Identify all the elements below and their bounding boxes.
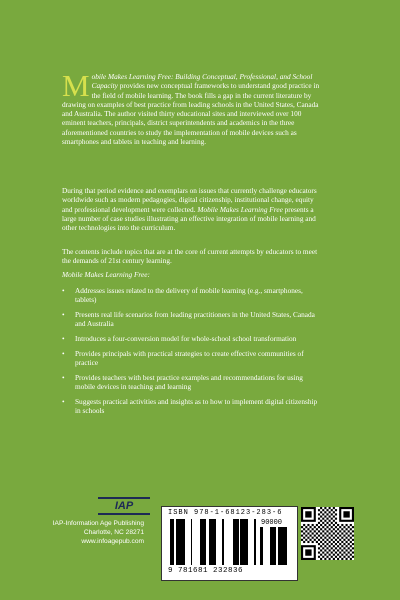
list-item: • Addresses issues related to the delivery of mobile learning (e.g., smartphones, tablets) <box>62 286 324 305</box>
logo-text: IAP <box>114 500 134 512</box>
paragraph-2-text-b: presents a large number of case studies illustrating an effective integration of mobile learning and other technologies into the curriculum. <box>62 204 316 233</box>
isbn-text: ISBN 978-1-68123-283-6 <box>168 509 283 517</box>
barcode-addon-bars-icon <box>260 527 290 565</box>
list-item: • Presents real life scenarios from leading practitioners in the United States, Canada and Australia <box>62 310 324 329</box>
isbn-barcode <box>161 506 298 581</box>
list-item: • Suggests practical activities and insights as to how to implement digital citizenship in schools <box>62 397 324 416</box>
description-paragraph-3: The contents include topics that are at the core of current attempts by educators to meet the demands of 21st century learning. <box>62 247 318 266</box>
paragraph-2-text-a: During that period evidence and exemplars on issues that currently challenge educators worldwide such as modern pedagogies, digital citizenship, institutional change, equity and professional development were collected. <box>62 186 317 214</box>
publisher-city: Charlotte, NC 28271 <box>83 529 144 537</box>
price-code: 90000 <box>261 519 283 527</box>
list-item: • Introduces a four-conversion model for whole-school school transformation <box>62 334 324 343</box>
publisher-url: www.infoagepub.com <box>81 538 144 546</box>
paragraph-2-title: Mobile Makes Learning Free <box>197 204 283 214</box>
feature-list <box>62 286 324 421</box>
drop-cap: M <box>62 68 90 103</box>
book-title-italic: obile Makes Learning Free: Building Conceptual, Professional, and School Capacity <box>91 72 313 91</box>
list-item: • Provides teachers with best practice examples and recommendations for using mobile devices in teaching and learning <box>62 373 324 392</box>
description-paragraph-2 <box>62 186 324 232</box>
list-item: • Provides principals with practical strategies to create effective communities of practice <box>62 349 324 368</box>
description-paragraph-1 <box>62 68 324 147</box>
qr-code-icon <box>301 507 354 560</box>
publisher-info <box>52 519 144 547</box>
barcode-number: 9 781681 232836 <box>168 567 244 575</box>
paragraph-1-text: provides new conceptual frameworks to understand good practice in the field of mobile learning. The book fills a gap in the current literature by drawing on examples of best practice from leading schools in the United States, Canada and Australia. The author visited thirty educational sites and interviewed over 100 eminent teachers, principals, district superintendents and academics in the three aforementioned countries to study the implementation of mobile devices such as smartphones and tablets in teaching and learning. <box>62 81 320 147</box>
publisher-name: IAP-Information Age Publishing <box>52 520 144 527</box>
logo-rule-bottom <box>98 513 150 515</box>
list-heading: Mobile Makes Learning Free: <box>62 270 150 279</box>
iap-logo <box>98 497 150 515</box>
barcode-bars-icon <box>170 519 256 565</box>
